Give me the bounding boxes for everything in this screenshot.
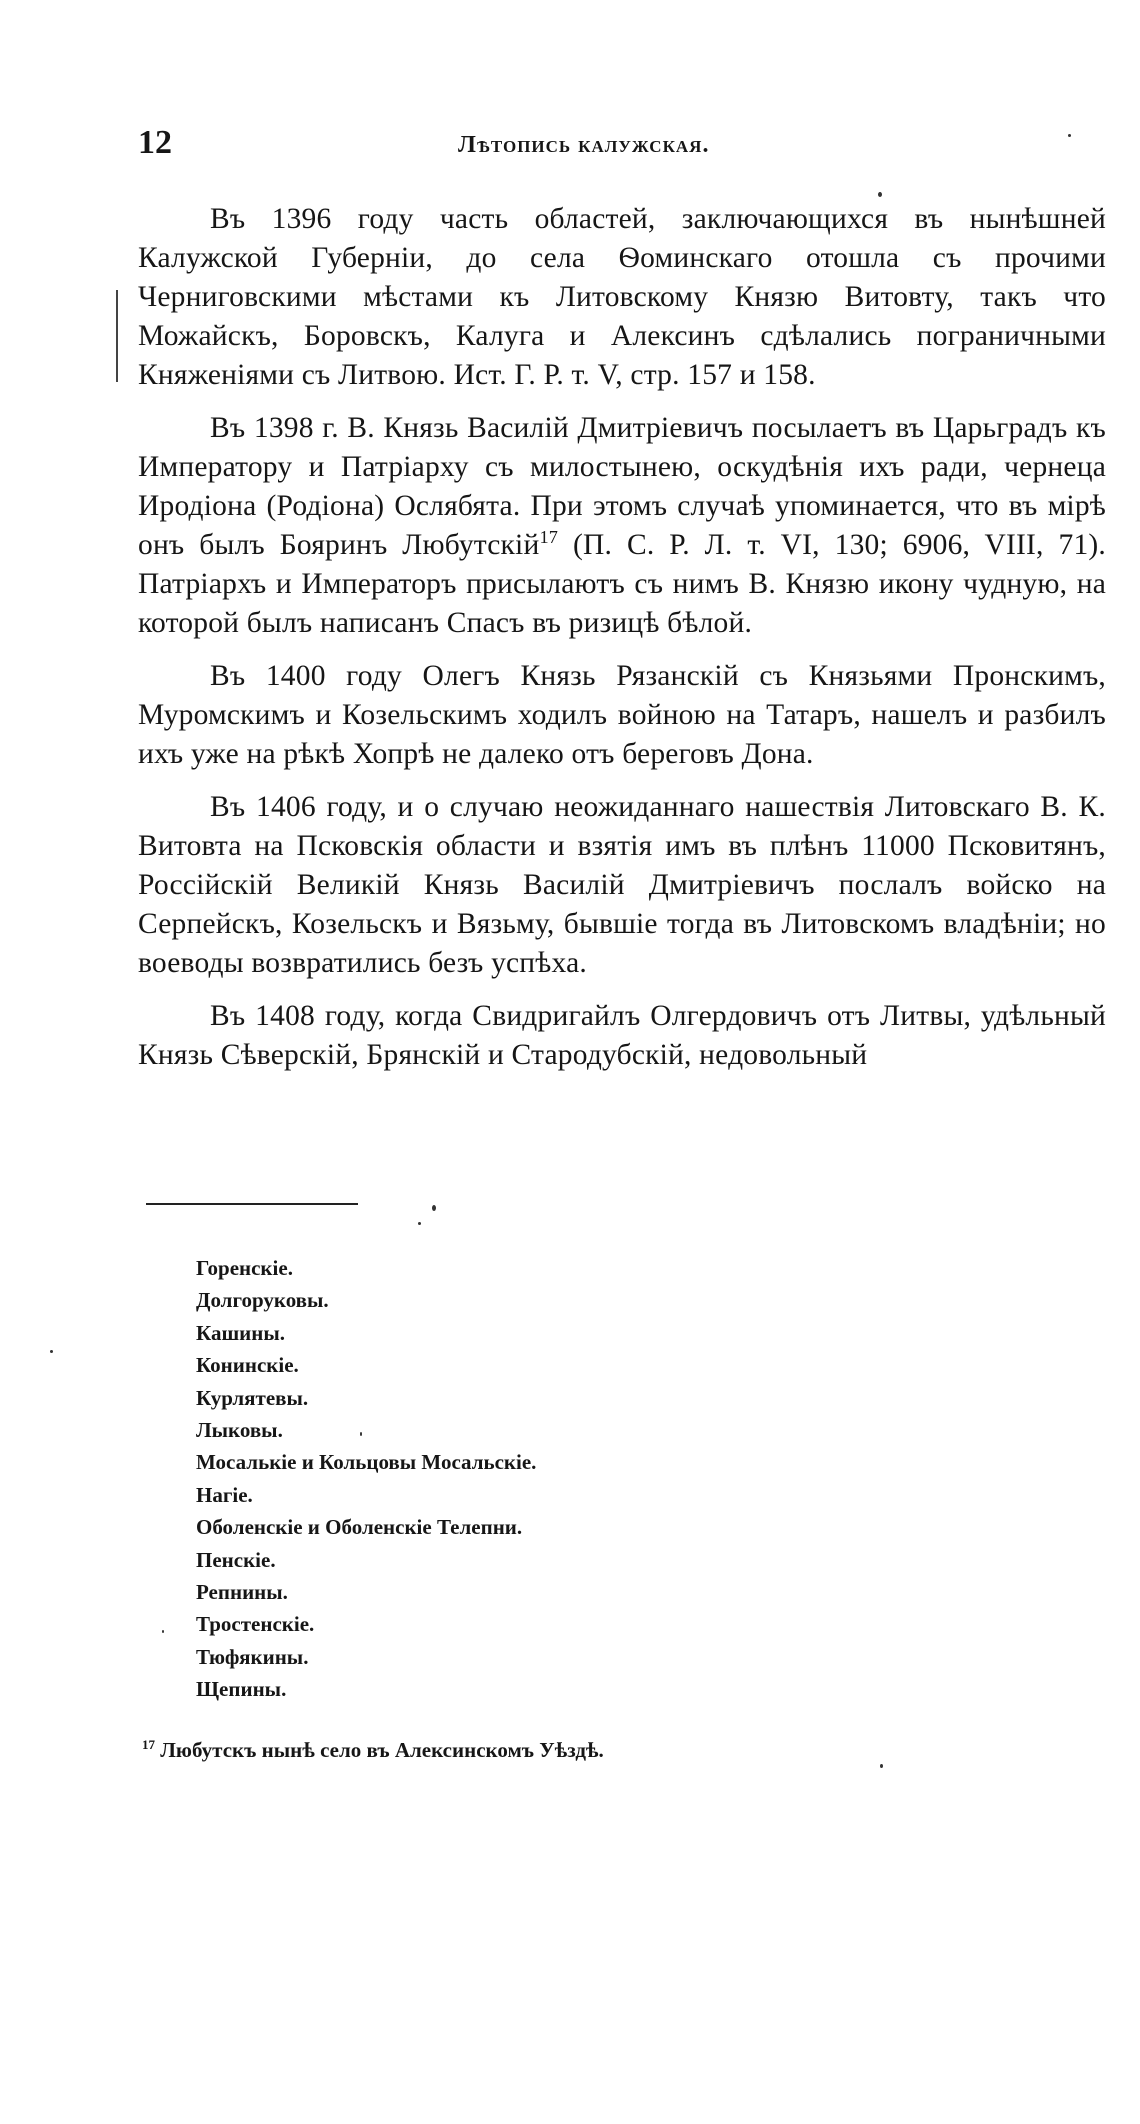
paragraph-1398-continuation: (П. С. Р. Л. т. VI, 130; 6906, VIII, 71). Патріархъ и Императоръ присылаютъ съ нимъ В. Князю икону чудную, на которой былъ написанъ Спасъ въ ризицѣ бѣлой. (138, 529, 1106, 639)
list-item: Щепины. (196, 1677, 287, 1702)
list-item: Курлятевы. (196, 1385, 309, 1410)
list-item: Мосалькіе и Кольцовы Мосальскіе. (196, 1450, 537, 1475)
list-item: Горенскіе. (196, 1256, 293, 1280)
page-number: 12 (138, 124, 172, 161)
list-item: Оболенскіе и Оболенскіе Телепни. (196, 1515, 523, 1540)
paragraph-1408: Въ 1408 году, когда Свидригайлъ Олгердовичъ отъ Литвы, удѣльный Князь Сѣверскій, Брянскій и Стародубскій, недовольный (138, 1000, 1106, 1071)
list-item: Пенскіе. (196, 1547, 276, 1572)
list-item: Нагіе. (196, 1482, 253, 1507)
page-header (138, 124, 1098, 168)
scan-speck (432, 1205, 436, 1211)
scan-speck (162, 1630, 164, 1633)
footnote-text: Любутскъ нынѣ село въ Алексинскомъ Уѣздѣ. (160, 1738, 604, 1762)
running-title: Лѣтопись калужская. (458, 132, 710, 158)
princely-families-list (196, 1252, 536, 1706)
margin-scan-mark (116, 290, 118, 382)
footnote-marker: 17 (142, 1737, 156, 1752)
footnote-reference-17[interactable]: 17 (539, 527, 559, 548)
list-item: Конинскіе. (196, 1353, 299, 1378)
list-item: Тростенскіе. (196, 1612, 315, 1637)
list-item: Лыковы. (196, 1418, 283, 1443)
scan-speck (880, 1764, 883, 1768)
paragraph-1406: Въ 1406 году, и о случаю неожиданнаго нашествія Литовскаго В. К. Витовта на Псковскія области и взятія имъ въ плѣнъ 11000 Псковитянъ, Россійскій Великій Князь Василій Дмитріевичъ послалъ войско на Серпейскъ, Козельскъ и Вязьму, бывшіе тогда въ Литовскомъ владѣніи; но воеводы возвратились безъ успѣха. (138, 791, 1106, 979)
paragraph-1400: Въ 1400 году Олегъ Князь Рязанскій съ Князьями Пронскимъ, Муромскимъ и Козельскимъ ходилъ войною на Татаръ, нашелъ и разбилъ ихъ уже на рѣкѣ Хопрѣ не далеко отъ береговъ Дона. (138, 660, 1106, 770)
main-text (138, 200, 1106, 1089)
paragraph-1396: Въ 1396 году часть областей, заключающихся въ нынѣшней Калужской Губерніи, до села Ѳоминскаго отошла съ прочими Черниговскими мѣстами къ Литовскому Князю Витовту, такъ что Можайскъ, Боровскъ, Калуга и Алексинъ сдѣлались пограничными Княженіями съ Литвою. Ист. Г. Р. т. V, стр. 157 и 158. (138, 203, 1106, 391)
paragraph-1398-text: Въ 1398 г. В. Князь Василій Дмитріевичъ посылаетъ въ Царьградъ къ Императору и Патріарху съ милостынею, оскудѣнія ихъ ради, чернеца Иродіона (Родіона) Ослябята. При этомъ случаѣ упоминается, что въ мірѣ онъ былъ Бояринъ Любутскій (138, 412, 1106, 561)
scan-speck (418, 1222, 421, 1225)
scan-speck (878, 192, 882, 197)
list-item: Тюфякины. (196, 1644, 309, 1669)
list-item: Репнины. (196, 1580, 288, 1605)
scan-speck (50, 1350, 53, 1353)
footnote-17 (142, 1738, 604, 1763)
footnote-divider (146, 1203, 358, 1205)
paragraph-1398 (138, 409, 1106, 643)
scan-speck (360, 1432, 362, 1436)
scan-speck (1068, 134, 1071, 137)
list-item: Кашины. (196, 1320, 286, 1345)
list-item: Долгоруковы. (196, 1288, 329, 1313)
